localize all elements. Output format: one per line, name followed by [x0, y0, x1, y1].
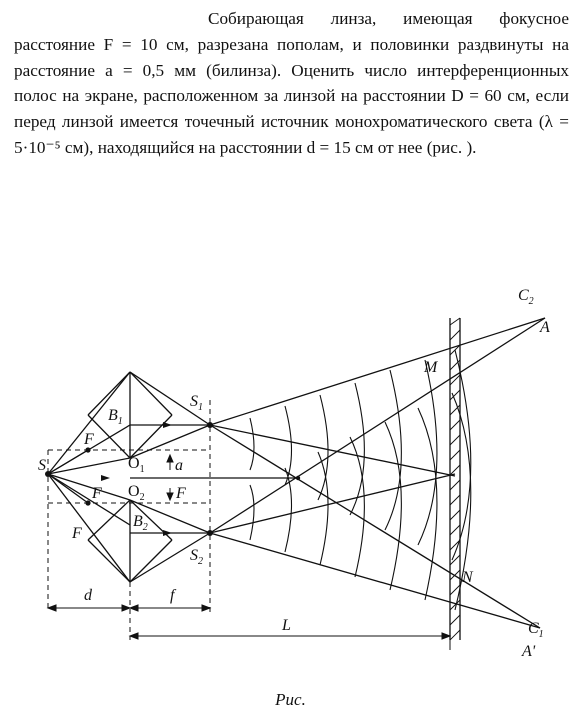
label-m: M — [424, 359, 438, 376]
label-a-prime: A' — [522, 643, 536, 660]
label-f-left: F — [72, 525, 82, 542]
lens-upper-half — [88, 372, 172, 458]
label-a-point: A — [540, 319, 550, 336]
wavefronts-s1 — [250, 350, 471, 560]
label-f-lower: F — [92, 485, 102, 502]
incident-rays — [48, 372, 130, 582]
bilens-figure — [0, 280, 581, 660]
label-c2: $C_2$ — [518, 287, 534, 307]
label-f-dim: f — [170, 587, 175, 604]
construction-lines — [48, 400, 210, 640]
figure-caption: Рис. — [275, 690, 306, 709]
label-s: S — [38, 457, 46, 474]
label-f-upper: F — [84, 431, 94, 448]
label-o2: $O_2$ — [128, 483, 145, 503]
label-b2: $B_2$ — [133, 513, 148, 533]
label-l: L — [282, 617, 291, 634]
label-a: a — [175, 457, 183, 474]
label-b1: $B_1$ — [108, 407, 123, 427]
problem-paragraph: Собирающая линза, имеющая фокусное расстояние F = 10 см, разрезана пополам, и половинки раздвинуты на расстояние a = 0,5 мм (билинза). Оценить число интерференционных полос на экране, расположенном за линзой на расстоянии D = 60 см, если перед линзой имеется точечный источник монохроматического света (λ = 5·10⁻⁵ см), находящийся на расстоянии d = 15 см от нее (рис. ). — [14, 9, 569, 157]
label-o1: $O_1$ — [128, 455, 145, 475]
label-f-mid: F — [176, 485, 186, 502]
refracted-rays — [130, 318, 545, 628]
label-s1: $S_1$ — [190, 393, 203, 413]
label-s2: $S_2$ — [190, 547, 203, 567]
problem-text — [14, 6, 569, 161]
wavefronts-s2 — [250, 393, 471, 610]
label-n: N — [462, 569, 473, 586]
label-d: d — [84, 587, 92, 604]
label-c1: $C_1$ — [528, 620, 544, 640]
